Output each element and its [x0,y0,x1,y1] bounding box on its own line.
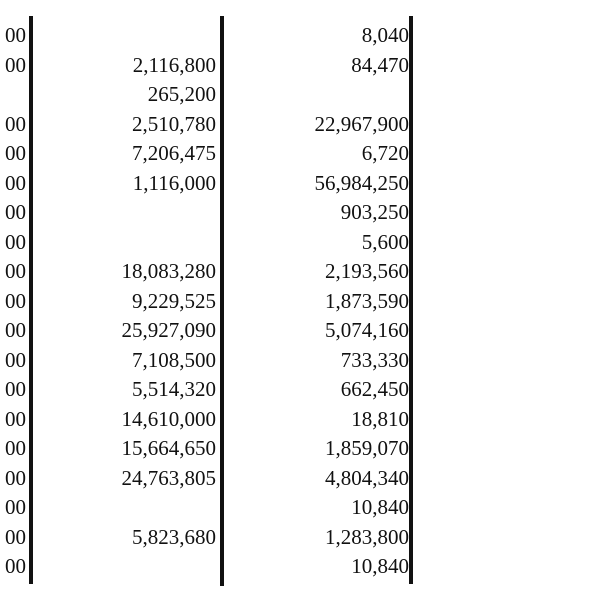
partial-amount-cell: 00 [5,495,26,519]
partial-amount-cell [0,81,26,111]
partial-amount-cell: 00 [5,23,26,47]
partial-amount-cell: 00 [5,377,26,401]
partial-amount-cell: 00 [5,229,26,254]
table-row [0,435,600,465]
table-row [0,465,600,495]
table-row [0,81,600,111]
amount-cell-column-2: 2,193,560 [325,259,409,283]
table-row [0,288,600,318]
amount-cell-column-2: 4,804,340 [325,465,409,490]
amount-cell-column-1: 18,083,280 [121,259,216,283]
table-row [0,229,600,259]
amount-cell-column-2: 56,984,250 [314,170,409,195]
partial-amount-cell: 00 [5,406,26,431]
amount-cell-column-2: 22,967,900 [314,111,409,136]
amount-cell-column-1: 265,200 [147,82,216,106]
table-row [0,494,600,524]
table-row [0,52,600,82]
amount-cell-column-1 [36,553,216,583]
amount-cell-column-2: 662,450 [340,377,409,401]
table-row [0,406,600,436]
partial-amount-cell: 00 [5,436,26,460]
amount-cell-column-2: 8,040 [361,23,409,47]
amount-cell-column-2: 733,330 [340,347,409,372]
amount-cell-column-2: 18,810 [351,406,409,431]
amount-cell-column-2: 5,600 [361,229,409,254]
amount-cell-column-2: 10,840 [351,495,409,519]
table-row [0,317,600,347]
amount-cell-column-1: 7,206,475 [132,141,216,165]
partial-amount-cell: 00 [5,259,26,283]
amount-cell-column-1: 2,116,800 [132,52,216,77]
table-row [0,258,600,288]
amount-cell-column-1 [36,229,216,259]
partial-amount-cell: 00 [5,465,26,490]
partial-amount-cell: 00 [5,52,26,77]
amount-cell-column-1: 15,664,650 [121,436,216,460]
table-row [0,170,600,200]
amount-cell-column-2: 1,859,070 [325,436,409,460]
amount-cell-column-1: 9,229,525 [132,288,216,313]
table-row [0,140,600,170]
partial-amount-cell: 00 [5,318,26,342]
partial-amount-cell: 00 [5,170,26,195]
partial-amount-cell: 00 [5,111,26,136]
table-body [0,22,600,583]
table-row [0,524,600,554]
amount-cell-column-2: 84,470 [351,52,409,77]
amount-cell-column-1: 5,514,320 [132,377,216,401]
table-row [0,347,600,377]
amount-cell-column-2: 6,720 [361,141,409,165]
amount-cell-column-2 [229,81,409,111]
partial-amount-cell: 00 [5,288,26,313]
table-row [0,553,600,583]
amount-cell-column-1: 7,108,500 [132,347,216,372]
partial-amount-cell: 00 [5,141,26,165]
amount-cell-column-2: 5,074,160 [325,318,409,342]
amount-cell-column-1: 1,116,000 [132,170,216,195]
table-row [0,22,600,52]
amount-cell-column-1: 25,927,090 [121,318,216,342]
amount-cell-column-2: 10,840 [351,554,409,578]
table-row [0,376,600,406]
amount-cell-column-2: 903,250 [340,200,409,224]
partial-amount-cell: 00 [5,200,26,224]
amount-cell-column-1 [36,494,216,524]
amount-cell-column-2: 1,873,590 [325,288,409,313]
amount-cell-column-1: 24,763,805 [121,465,216,490]
table-row [0,199,600,229]
amount-cell-column-1 [36,199,216,229]
amount-cell-column-2: 1,283,800 [325,524,409,549]
partial-amount-cell: 00 [5,554,26,578]
amount-cell-column-1: 5,823,680 [132,524,216,549]
amount-cell-column-1: 2,510,780 [132,111,216,136]
table-row [0,111,600,141]
amount-cell-column-1: 14,610,000 [121,406,216,431]
partial-amount-cell: 00 [5,524,26,549]
partial-amount-cell: 00 [5,347,26,372]
amount-cell-column-1 [36,22,216,52]
